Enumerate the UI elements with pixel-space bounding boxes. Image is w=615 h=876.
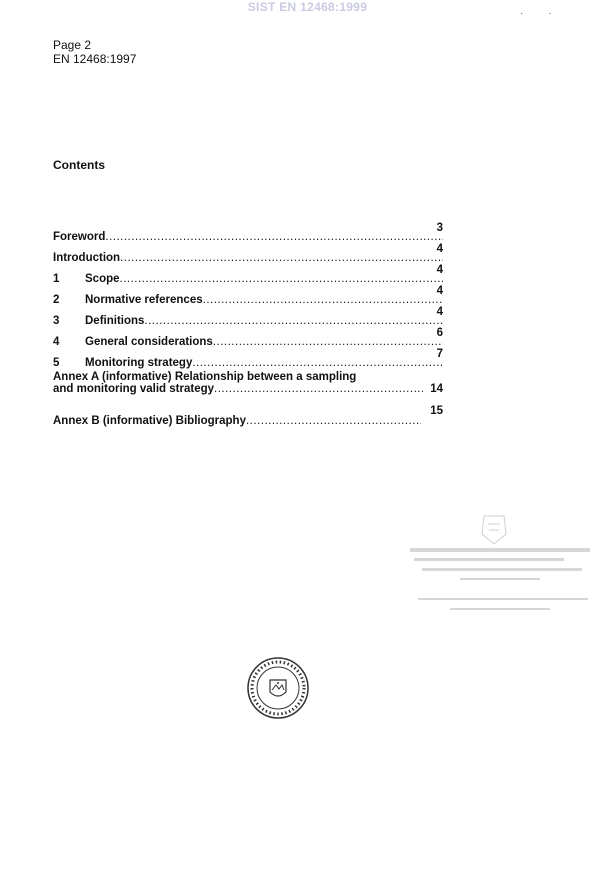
toc-leader — [120, 252, 443, 264]
toc-entry-annex-a[interactable] — [53, 371, 443, 405]
toc-page: 6 — [436, 327, 443, 339]
toc-title: Foreword — [53, 231, 106, 243]
toc-leader — [105, 231, 443, 243]
toc-leader — [203, 294, 443, 306]
toc-entry-scope[interactable] — [53, 264, 443, 285]
scan-marks: · · — [520, 8, 552, 19]
toc-number: 4 — [53, 336, 60, 348]
toc-number: 3 — [53, 315, 60, 327]
table-of-contents — [53, 222, 443, 427]
toc-title: Scope — [85, 273, 120, 285]
toc-entry-general-considerations[interactable] — [53, 327, 443, 348]
contents-heading: Contents — [53, 158, 105, 172]
toc-entry-normative-references[interactable] — [53, 285, 443, 306]
toc-number: 5 — [53, 357, 60, 369]
page-number: Page 2 — [53, 38, 92, 52]
toc-page: 4 — [436, 264, 443, 276]
faint-stamp — [400, 512, 600, 622]
toc-leader — [144, 315, 443, 327]
toc-leader — [214, 383, 423, 395]
seal-icon — [246, 656, 310, 720]
toc-page: 4 — [436, 306, 443, 318]
toc-title: Monitoring strategy — [85, 357, 193, 369]
toc-leader — [213, 336, 443, 348]
toc-title-continued — [53, 383, 423, 395]
toc-number: 1 — [53, 273, 60, 285]
toc-number: 2 — [53, 294, 60, 306]
watermark: SIST EN 12468:1999 — [247, 0, 368, 14]
toc-page: 7 — [436, 348, 443, 360]
toc-title: Annex A (informative) Relationship between a sampling — [53, 371, 357, 383]
page-header — [53, 38, 136, 66]
toc-leader — [120, 273, 443, 285]
toc-title: Normative references — [85, 294, 203, 306]
toc-entry-foreword[interactable] — [53, 222, 443, 243]
toc-entry-annex-b[interactable] — [53, 405, 443, 427]
toc-title: General considerations — [85, 336, 213, 348]
standard-number: EN 12468:1997 — [53, 52, 137, 66]
toc-entry-definitions[interactable] — [53, 306, 443, 327]
toc-entry-monitoring-strategy[interactable] — [53, 348, 443, 369]
toc-leader — [192, 357, 443, 369]
toc-leader — [246, 415, 421, 427]
toc-entry-introduction[interactable] — [53, 243, 443, 264]
toc-title-line2: and monitoring valid strategy — [53, 383, 215, 395]
toc-page: 15 — [430, 405, 443, 417]
toc-title: Definitions — [85, 315, 145, 327]
toc-title: Introduction — [53, 252, 121, 264]
toc-title: Annex B (informative) Bibliography — [53, 415, 246, 427]
toc-page: 14 — [430, 383, 443, 395]
toc-page: 4 — [436, 243, 443, 255]
toc-page: 3 — [436, 222, 443, 234]
toc-page: 4 — [436, 285, 443, 297]
